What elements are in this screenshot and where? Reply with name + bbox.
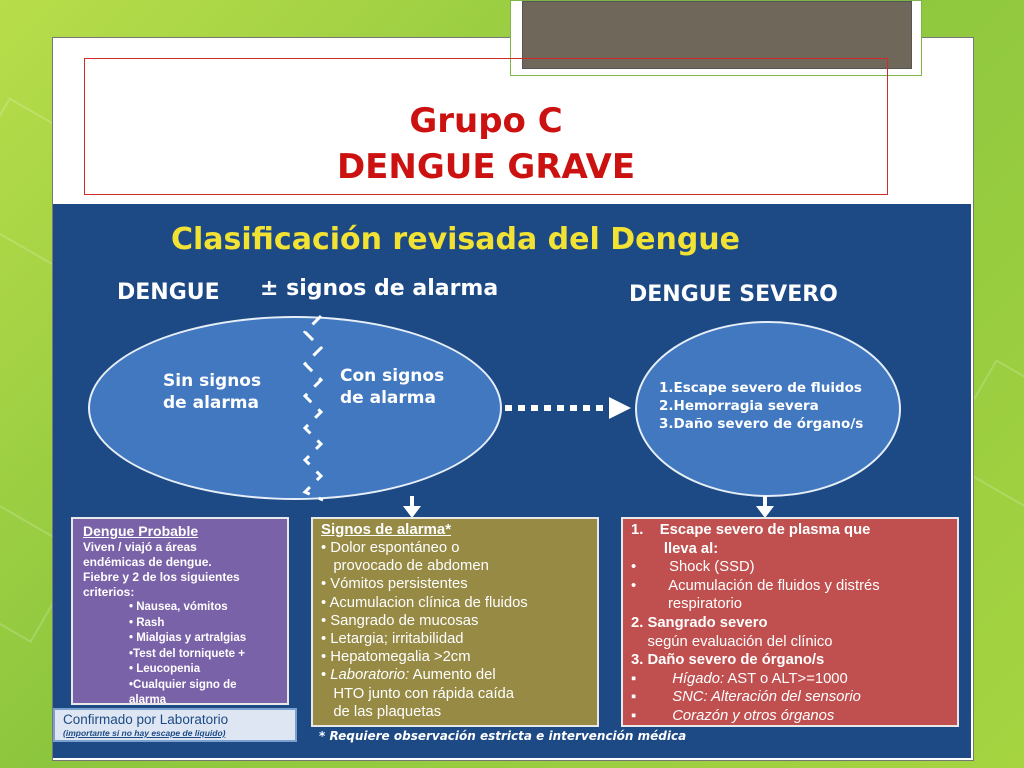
sin-signos-label bbox=[163, 370, 261, 414]
probable-line: criterios: bbox=[83, 585, 135, 599]
right-heading: DENGUE SEVERO bbox=[629, 282, 838, 307]
plus-minus-symbol: ± bbox=[260, 276, 279, 301]
lab-confirmed-box bbox=[53, 708, 297, 742]
severo-line: 1. Escape severo de plasma que bbox=[631, 522, 871, 538]
severe-item-1: 1.Escape severo de fluidos bbox=[659, 380, 862, 396]
probable-criterion: •Test del torniquete + bbox=[129, 647, 245, 660]
higado-text: AST o ALT>=1000 bbox=[724, 670, 848, 687]
signos-alarma-title bbox=[321, 521, 597, 539]
signos-alarma-title-text: Signos de alarma bbox=[321, 521, 446, 538]
square-bullet: ▪ bbox=[631, 670, 637, 687]
lab-confirmed-title: Confirmado por Laboratorio bbox=[63, 712, 229, 727]
severe-item-2: 2.Hemorragia severa bbox=[659, 398, 819, 414]
con-signos-line1: Con signos bbox=[340, 366, 445, 386]
alarma-item: • Dolor espontáneo o bbox=[321, 540, 460, 556]
probable-criterion: alarma bbox=[129, 694, 167, 706]
probable-criterion: •Cualquier signo de bbox=[129, 678, 237, 691]
dengue-severo-box bbox=[621, 517, 959, 727]
slide-title-line2: DENGUE GRAVE bbox=[336, 147, 636, 187]
snc-text: SNC: Alteración del sensorio bbox=[672, 689, 861, 706]
square-bullet: ▪ bbox=[631, 689, 637, 706]
severo-line: • Shock (SSD) bbox=[631, 559, 755, 576]
probable-criterion: • Rash bbox=[129, 616, 165, 629]
asterisk-mark: * bbox=[445, 521, 452, 538]
laboratorio-label: Laboratorio: bbox=[330, 667, 410, 684]
alarma-item: • Hepatomegalia >2cm bbox=[321, 649, 471, 666]
probable-line: endémicas de dengue. bbox=[83, 555, 212, 569]
alarma-item: HTO junto con rápida caída bbox=[321, 685, 515, 702]
laboratorio-text: Aumento del bbox=[409, 667, 496, 684]
square-bullet: ▪ bbox=[631, 707, 637, 724]
severo-line: lleva al: bbox=[631, 540, 719, 557]
dengue-probable-box bbox=[71, 517, 289, 705]
lab-confirmed-note: (importante si no hay escape de líquido) bbox=[63, 728, 226, 738]
probable-line: Fiebre y 2 de los siguientes bbox=[83, 570, 240, 584]
probable-criterion: • Nausea, vómitos bbox=[129, 601, 228, 613]
alarma-item: • Acumulacion clínica de fluidos bbox=[321, 594, 528, 611]
sin-signos-line1: Sin signos bbox=[163, 371, 262, 391]
dengue-classification-figure bbox=[53, 204, 971, 758]
severo-line: • Acumulación de fluidos y distrés bbox=[631, 577, 880, 594]
probable-criterion: • Mialgias y artralgias bbox=[129, 632, 247, 644]
slide-title-line1: Grupo C bbox=[409, 101, 563, 141]
title-box bbox=[84, 58, 888, 195]
dotted-arrow-head bbox=[609, 397, 631, 419]
zigzag-divider bbox=[305, 316, 323, 500]
sin-signos-line2: de alarma bbox=[163, 393, 259, 413]
severo-line: 3. Daño severo de órgano/s bbox=[631, 652, 825, 669]
con-signos-line2: de alarma bbox=[340, 388, 436, 408]
alarma-item: • Sangrado de mucosas bbox=[321, 612, 479, 629]
alarma-item: provocado de abdomen bbox=[321, 558, 489, 575]
corazon-text: Corazón y otros órganos bbox=[672, 707, 835, 724]
severo-organ-line bbox=[631, 670, 957, 689]
left-heading-signos: signos de alarma bbox=[286, 276, 499, 301]
severo-line: según evaluación del clínico bbox=[631, 633, 833, 650]
footnote: * Requiere observación estricta e intervención médica bbox=[319, 729, 687, 743]
probable-line: Viven / viajó a áreas bbox=[83, 540, 197, 554]
probable-criterion: • Leucopenia bbox=[129, 663, 201, 675]
alarma-item: • Vómitos persistentes bbox=[321, 576, 468, 593]
alarma-item: de las plaquetas bbox=[321, 703, 442, 720]
alarma-item-lab: • Laboratorio: Aumento del bbox=[321, 667, 496, 684]
severo-organ-line bbox=[631, 707, 957, 726]
higado-label: Hígado: bbox=[672, 670, 725, 687]
left-heading: DENGUE bbox=[117, 280, 220, 305]
severe-item-3: 3.Daño severo de órgano/s bbox=[659, 416, 864, 432]
severo-organ-line bbox=[631, 688, 957, 707]
signos-alarma-box bbox=[311, 517, 599, 727]
alarma-item: • Letargia; irritabilidad bbox=[321, 631, 464, 648]
figure-title: Clasificación revisada del Dengue bbox=[171, 222, 741, 257]
severo-line: 2. Sangrado severo bbox=[631, 614, 768, 631]
severo-line: respiratorio bbox=[631, 596, 743, 613]
dengue-probable-title: Dengue Probable bbox=[83, 523, 199, 539]
con-signos-label bbox=[340, 365, 444, 409]
